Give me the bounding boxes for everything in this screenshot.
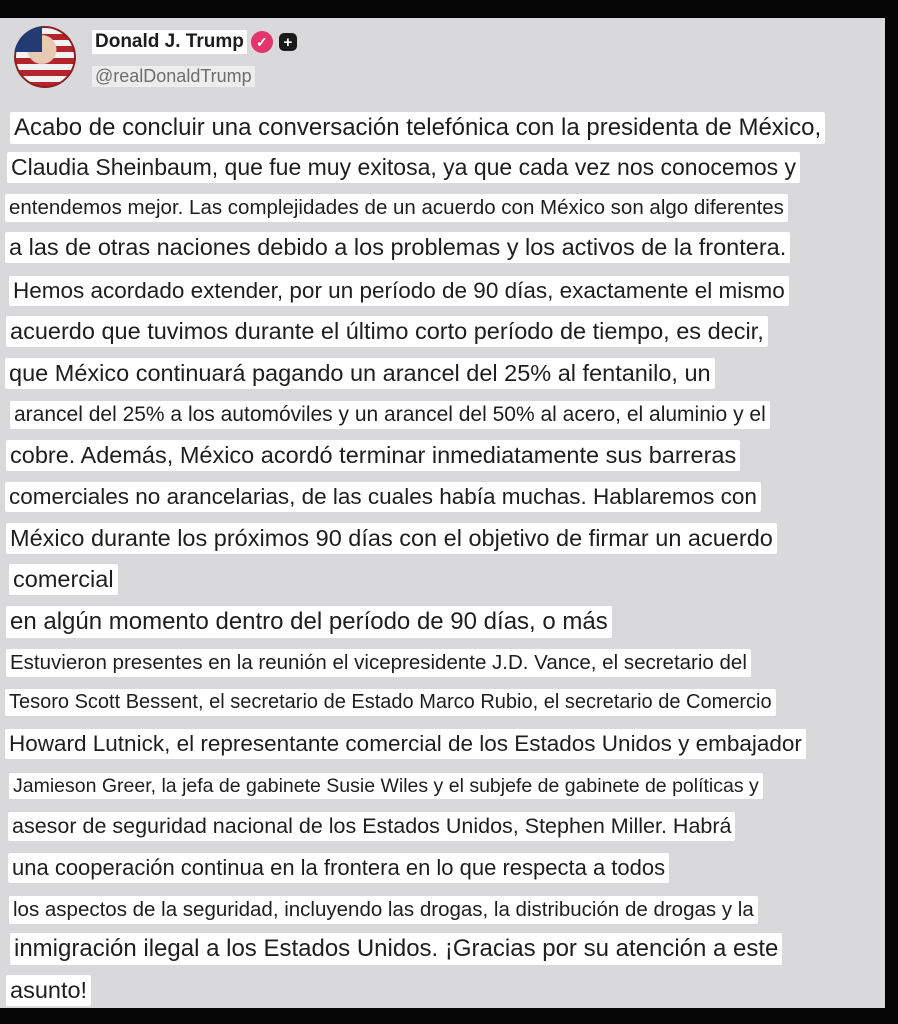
plus-icon[interactable]: + [279,33,297,51]
post-text-line: a las de otras naciones debido a los problemas y los activos de la frontera. [5,232,790,263]
avatar[interactable] [14,26,76,88]
author-display-name[interactable]: Donald J. Trump [92,30,247,54]
post-text-line: acuerdo que tuvimos durante el último corto período de tiempo, es decir, [6,316,768,347]
post-text-line: en algún momento dentro del período de 90 días, o más [6,606,612,638]
post-text-line: Jamieson Greer, la jefa de gabinete Susie Wiles y el subjefe de gabinete de políticas y [9,773,763,799]
post-text-line: Tesoro Scott Bessent, el secretario de Estado Marco Rubio, el secretario de Comercio [5,689,776,716]
post-text-line: comercial [9,564,118,595]
post-text-line: asunto! [6,975,91,1006]
post-text-line: entendemos mejor. Las complejidades de un acuerdo con México son algo diferentes [5,194,788,222]
post-text-line: Hemos acordado extender, por un período de 90 días, exactamente el mismo [9,276,789,306]
author-handle[interactable]: @realDonaldTrump [92,66,255,87]
post-text-line: comerciales no arancelarias, de las cuales había muchas. Hablaremos con [5,482,761,512]
verified-badge-icon: ✓ [251,31,273,53]
post-text-line: los aspectos de la seguridad, incluyendo las drogas, la distribución de drogas y la [9,896,758,924]
post-text-line: que México continuará pagando un arancel del 25% al fentanilo, un [5,358,715,389]
post-text-line: una cooperación continua en la frontera en lo que respecta a todos [8,853,669,883]
author-name-row [92,30,297,54]
post-text-line: Estuvieron presentes en la reunión el vicepresidente J.D. Vance, el secretario del [6,649,751,677]
post-text-line: arancel del 25% a los automóviles y un arancel del 50% al acero, el aluminio y el [10,401,770,429]
post-text-line: cobre. Además, México acordó terminar inmediatamente sus barreras [6,440,740,471]
post-text-line: México durante los próximos 90 días con el objetivo de firmar un acuerdo [6,523,777,554]
post-card [0,18,885,1008]
post-text-line: Acabo de concluir una conversación telefónica con la presidenta de México, [10,112,825,144]
post-text-line: Claudia Sheinbaum, que fue muy exitosa, ya que cada vez nos conocemos y [7,152,800,183]
post-text-line: asesor de seguridad nacional de los Estados Unidos, Stephen Miller. Habrá [8,812,735,841]
post-text-line: inmigración ilegal a los Estados Unidos. ¡Gracias por su atención a este [10,933,782,965]
post-text-line: Howard Lutnick, el representante comercial de los Estados Unidos y embajador [5,729,806,759]
